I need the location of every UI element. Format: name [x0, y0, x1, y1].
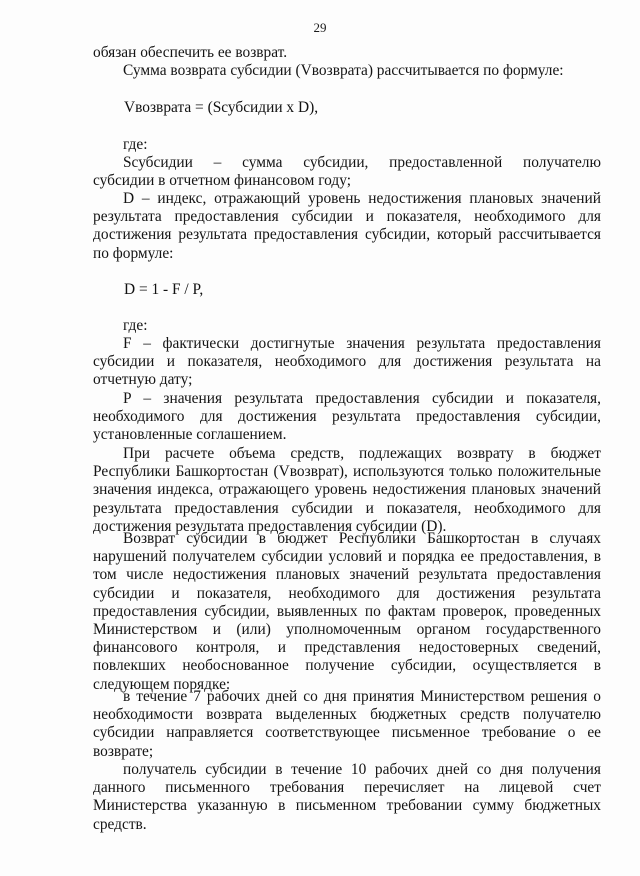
where-label-1: где: — [123, 136, 148, 153]
calculation-block — [93, 445, 601, 536]
step-2-block — [93, 761, 601, 834]
return-order-paragraph: Возврат субсидии в бюджет Республики Башкортостан в случаях нарушений получателем субсидии условий и порядка ее предоставления, в том числе недостижения плановых значений результата предоставления субсидии и показателя, необходимого для достижения результата предоставления субсидии, выявленных по фактам проверок, проведенных Министерством и (или) уполномоченным органом государственного финансового контроля, и представления недостоверных сведений, повлекших необоснованное получение субсидии, осуществляется в следующем порядке: — [93, 530, 601, 693]
s-definition-line-1: Sсубсидии – сумма субсидии, предоставленной получателю — [123, 154, 601, 171]
s-definition-line-2: субсидии в отчетном финансовом году; — [93, 172, 351, 190]
return-order-block — [93, 530, 601, 694]
d-definition-block — [93, 190, 601, 263]
step-1-paragraph: в течение 7 рабочих дней со дня принятия Министерством решения о необходимости возврата выделенных бюджетных средств получателю субсидии направляется соответствующее письменное требование о ее возврате; — [93, 688, 601, 760]
step-1-block — [93, 688, 601, 761]
f-definition: F – фактически достигнутые значения результата предоставления субсидии и показателя, необходимого для достижения результата на отчетную дату; — [93, 335, 601, 389]
p-definition: P – значения результата предоставления субсидии и показателя, необходимого для достижения результата предоставления субсидии, установленные соглашением. — [93, 390, 601, 444]
step-2-paragraph: получатель субсидии в течение 10 рабочих дней со дня получения данного письменного требования перечисляет на лицевой счет Министерства указанную в письменном требовании сумму бюджетных средств. — [93, 761, 601, 833]
paragraph-continuation: обязан обеспечить ее возврат. — [93, 44, 288, 61]
s-definition-block — [93, 154, 601, 190]
d-definition: D – индекс, отражающий уровень недостижения плановых значений результата предоставления субсидии и показателя, необходимого для достижения результата предоставления субсидии, который рассчитывается по формуле: — [93, 190, 601, 262]
where-label-1-block — [93, 136, 601, 154]
formula-v-return: Vвозврата = (Sсубсидии x D), — [124, 99, 319, 116]
page-number: 29 — [313, 20, 327, 35]
formula-d-index: D = 1 - F / P, — [124, 281, 204, 298]
f-definition-block — [93, 335, 601, 390]
paragraph-sum-intro: Сумма возврата субсидии (Vвозврата) рассчитывается по формуле: — [123, 62, 564, 79]
p-definition-block — [93, 390, 601, 445]
continuation-line — [93, 44, 601, 62]
where-label-2: где: — [123, 317, 148, 334]
sum-intro-block — [93, 62, 601, 80]
calculation-paragraph: При расчете объема средств, подлежащих возврату в бюджет Республики Башкортостан (Vвозврат), используются только положительные значения индекса, отражающего уровень недостижения плановых значений результата предоставления субсидии и показателя, необходимого для достижения результата предоставления субсидии (D). — [93, 445, 601, 535]
where-label-2-block — [93, 317, 601, 335]
